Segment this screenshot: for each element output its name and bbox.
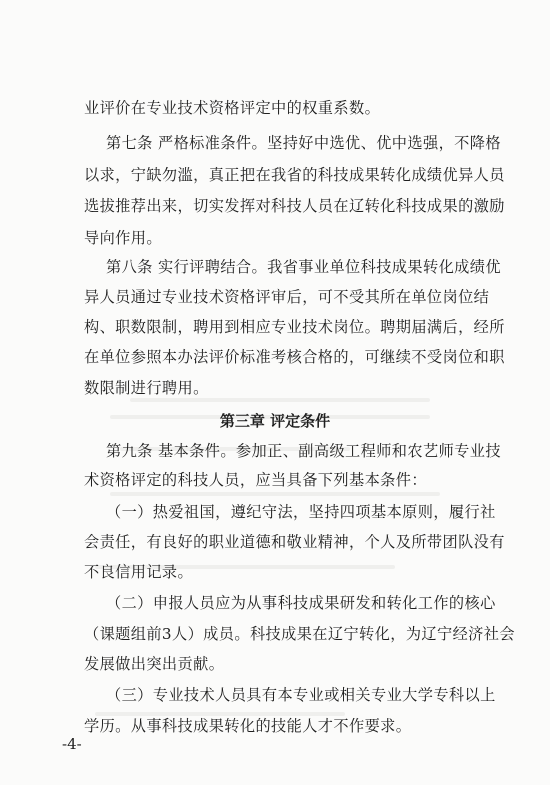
list-item-line: 发展做出突出贡献。	[84, 655, 225, 673]
body-text-line: 导向作用。	[84, 229, 162, 247]
list-item-line: 不良信用记录。	[84, 563, 194, 581]
page-number: -4-	[62, 735, 82, 753]
chapter-heading: 第三章 评定条件	[219, 412, 331, 430]
body-text-line: 数限制进行聘用。	[84, 379, 209, 397]
body-text-line: 第八条 实行评聘结合。我省事业单位科技成果转化成绩优	[106, 258, 501, 276]
body-text-line: 术资格评定的科技人员，应当具备下列基本条件：	[84, 471, 427, 489]
list-item-line: （课题组前3人）成员。科技成果在辽宁转化，为辽宁经济社会	[84, 625, 515, 643]
show-through-line	[130, 398, 430, 402]
body-text-line: 业评价在专业技术资格评定中的权重系数。	[84, 99, 381, 117]
list-item-line: 学历。从事科技成果转化的技能人才不作要求。	[84, 717, 412, 735]
body-text-line: 异人员通过专业技术资格评审后，可不受其所在单位岗位结	[84, 288, 490, 306]
list-item-line: （一）热爱祖国，遵纪守法，坚持四项基本原则，履行社	[106, 503, 496, 521]
body-text-line: 构、职数限制，聘用到相应专业技术岗位。聘期届满后，经所	[84, 318, 505, 336]
body-text-line: 以求，宁缺勿滥，真正把在我省的科技成果转化成绩优异人员	[84, 166, 505, 184]
body-text-line: 在单位参照本办法评价标准考核合格的，可继续不受岗位和职	[84, 348, 505, 366]
list-item-line: （三）专业技术人员具有本专业或相关专业大学专科以上	[106, 686, 496, 704]
body-text-line: 选拔推荐出来，切实发挥对科技人员在辽转化科技成果的激励	[84, 197, 505, 215]
body-text-line: 第七条 严格标准条件。坚持好中选优、优中选强，不降格	[106, 134, 501, 152]
list-item-line: 会责任，有良好的职业道德和敬业精神，个人及所带团队没有	[84, 533, 505, 551]
show-through-line	[110, 492, 440, 496]
list-item-line: （二）申报人员应为从事科技成果研发和转化工作的核心	[106, 594, 496, 612]
body-text-line: 第九条 基本条件。参加正、副高级工程师和农艺师专业技	[106, 442, 501, 460]
